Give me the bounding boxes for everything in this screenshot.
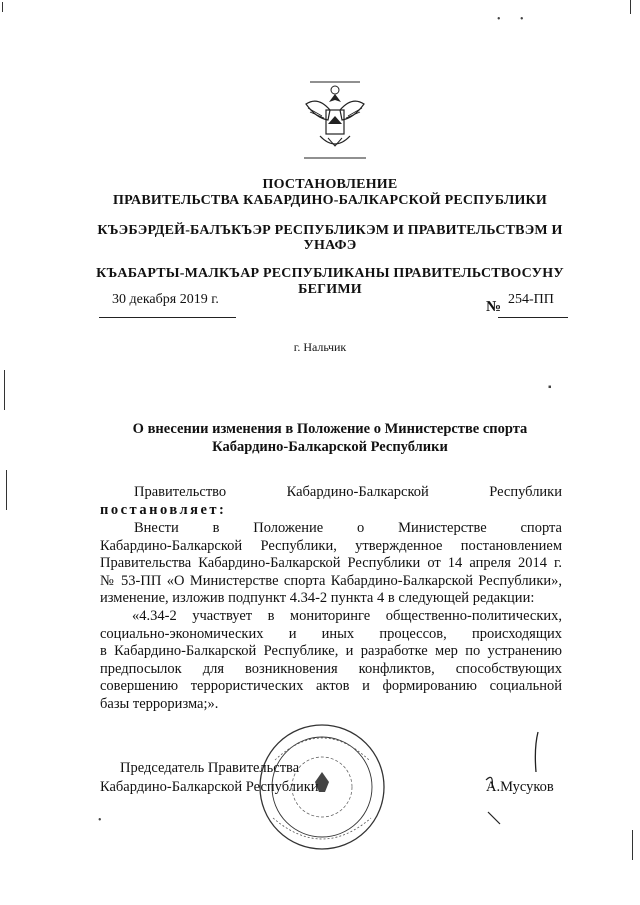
amendment-line: Кабардино-Балкарской Республики, утвержденное постановлением: [100, 537, 562, 554]
preamble-word: Правительство: [134, 484, 227, 500]
scan-artifact: [632, 830, 633, 860]
kabardian-heading-line1: КЪЭБЭРДЕЙ-БАЛЪКЪЭР РЕСПУБЛИКЭМ И ПРАВИТЕЛЬСТВЭМ И: [97, 223, 563, 238]
document-title-line2: Кабардино-Балкарской Республики: [212, 439, 448, 455]
scan-speck: •: [497, 14, 501, 25]
signer-position-line2: Кабардино-Балкарской Республики: [100, 779, 319, 795]
coat-of-arms-emblem: [298, 80, 372, 160]
scan-artifact: [630, 0, 631, 14]
balkar-heading-line1: КЪАБАРТЫ-МАЛКЪАР РЕСПУБЛИКАНЫ ПРАВИТЕЛЬСТВОСУНУ: [96, 266, 564, 281]
amendment-word: в: [212, 520, 220, 536]
scan-artifact: [2, 2, 3, 12]
quote-line: совершению террористических актов и формированию социальной: [100, 678, 562, 694]
scan-speck: •: [98, 815, 102, 826]
amendment-line: Правительства Кабардино-Балкарской Республики от 14 апреля 2014 г.: [100, 555, 562, 571]
paragraph-amendment: [100, 520, 562, 608]
signer-position-line1: Председатель Правительства: [120, 760, 300, 776]
scan-artifact: [4, 370, 5, 410]
paragraph-preamble: [100, 484, 562, 519]
document-date: 30 декабря 2019 г.: [112, 292, 219, 307]
signer-name: А.Мусуков: [486, 779, 554, 795]
scan-speck: ▪: [548, 382, 552, 393]
preamble-word: Республики: [489, 484, 562, 500]
scan-artifact: [6, 470, 7, 510]
quote-line: социально-экономических и иных процессов, происходящих: [100, 625, 562, 642]
balkar-heading-line2: БЕГИМИ: [298, 282, 362, 297]
doc-type-heading: ПОСТАНОВЛЕНИЕ: [262, 177, 398, 192]
document-title-line1: О внесении изменения в Положение о Министерстве спорта: [132, 421, 528, 437]
quote-line: в Кабардино-Балкарской Республике, и разработке мер по устранению: [100, 643, 562, 659]
quote-line: предпосылок для возникновения конфликтов, способствующих: [100, 660, 562, 677]
quote-line: базы терроризма;».: [100, 695, 219, 712]
amendment-word: Министерстве: [398, 520, 487, 536]
decree-word: постановляет:: [100, 501, 227, 518]
amendment-word: спорта: [520, 520, 562, 536]
amendment-word: Внести: [134, 520, 179, 536]
amendment-line: № 53-ПП «О Министерстве спорта Кабардино-Балкарской Республики»,: [100, 572, 562, 589]
number-underline: [498, 317, 568, 318]
number-sign: №: [486, 299, 502, 315]
amendment-line: изменение, изложив подпункт 4.34-2 пункта 4 в следующей редакции:: [100, 590, 535, 606]
kabardian-heading-line2: УНАФЭ: [303, 238, 357, 253]
amendment-word: о: [356, 520, 365, 536]
scan-speck: •: [520, 14, 524, 25]
city-label: г. Нальчик: [293, 340, 347, 354]
preamble-word: Кабардино-Балкарской: [286, 484, 429, 500]
amendment-word: Положение: [253, 520, 324, 536]
document-number: 254-ПП: [508, 292, 554, 307]
handwritten-signature: [480, 728, 560, 828]
government-name: ПРАВИТЕЛЬСТВА КАБАРДИНО-БАЛКАРСКОЙ РЕСПУБЛИКИ: [112, 193, 548, 208]
paragraph-new-text: [100, 608, 562, 713]
quote-line: «4.34-2 участвует в мониторинге общественно-политических,: [132, 608, 562, 624]
date-underline: [99, 317, 236, 318]
